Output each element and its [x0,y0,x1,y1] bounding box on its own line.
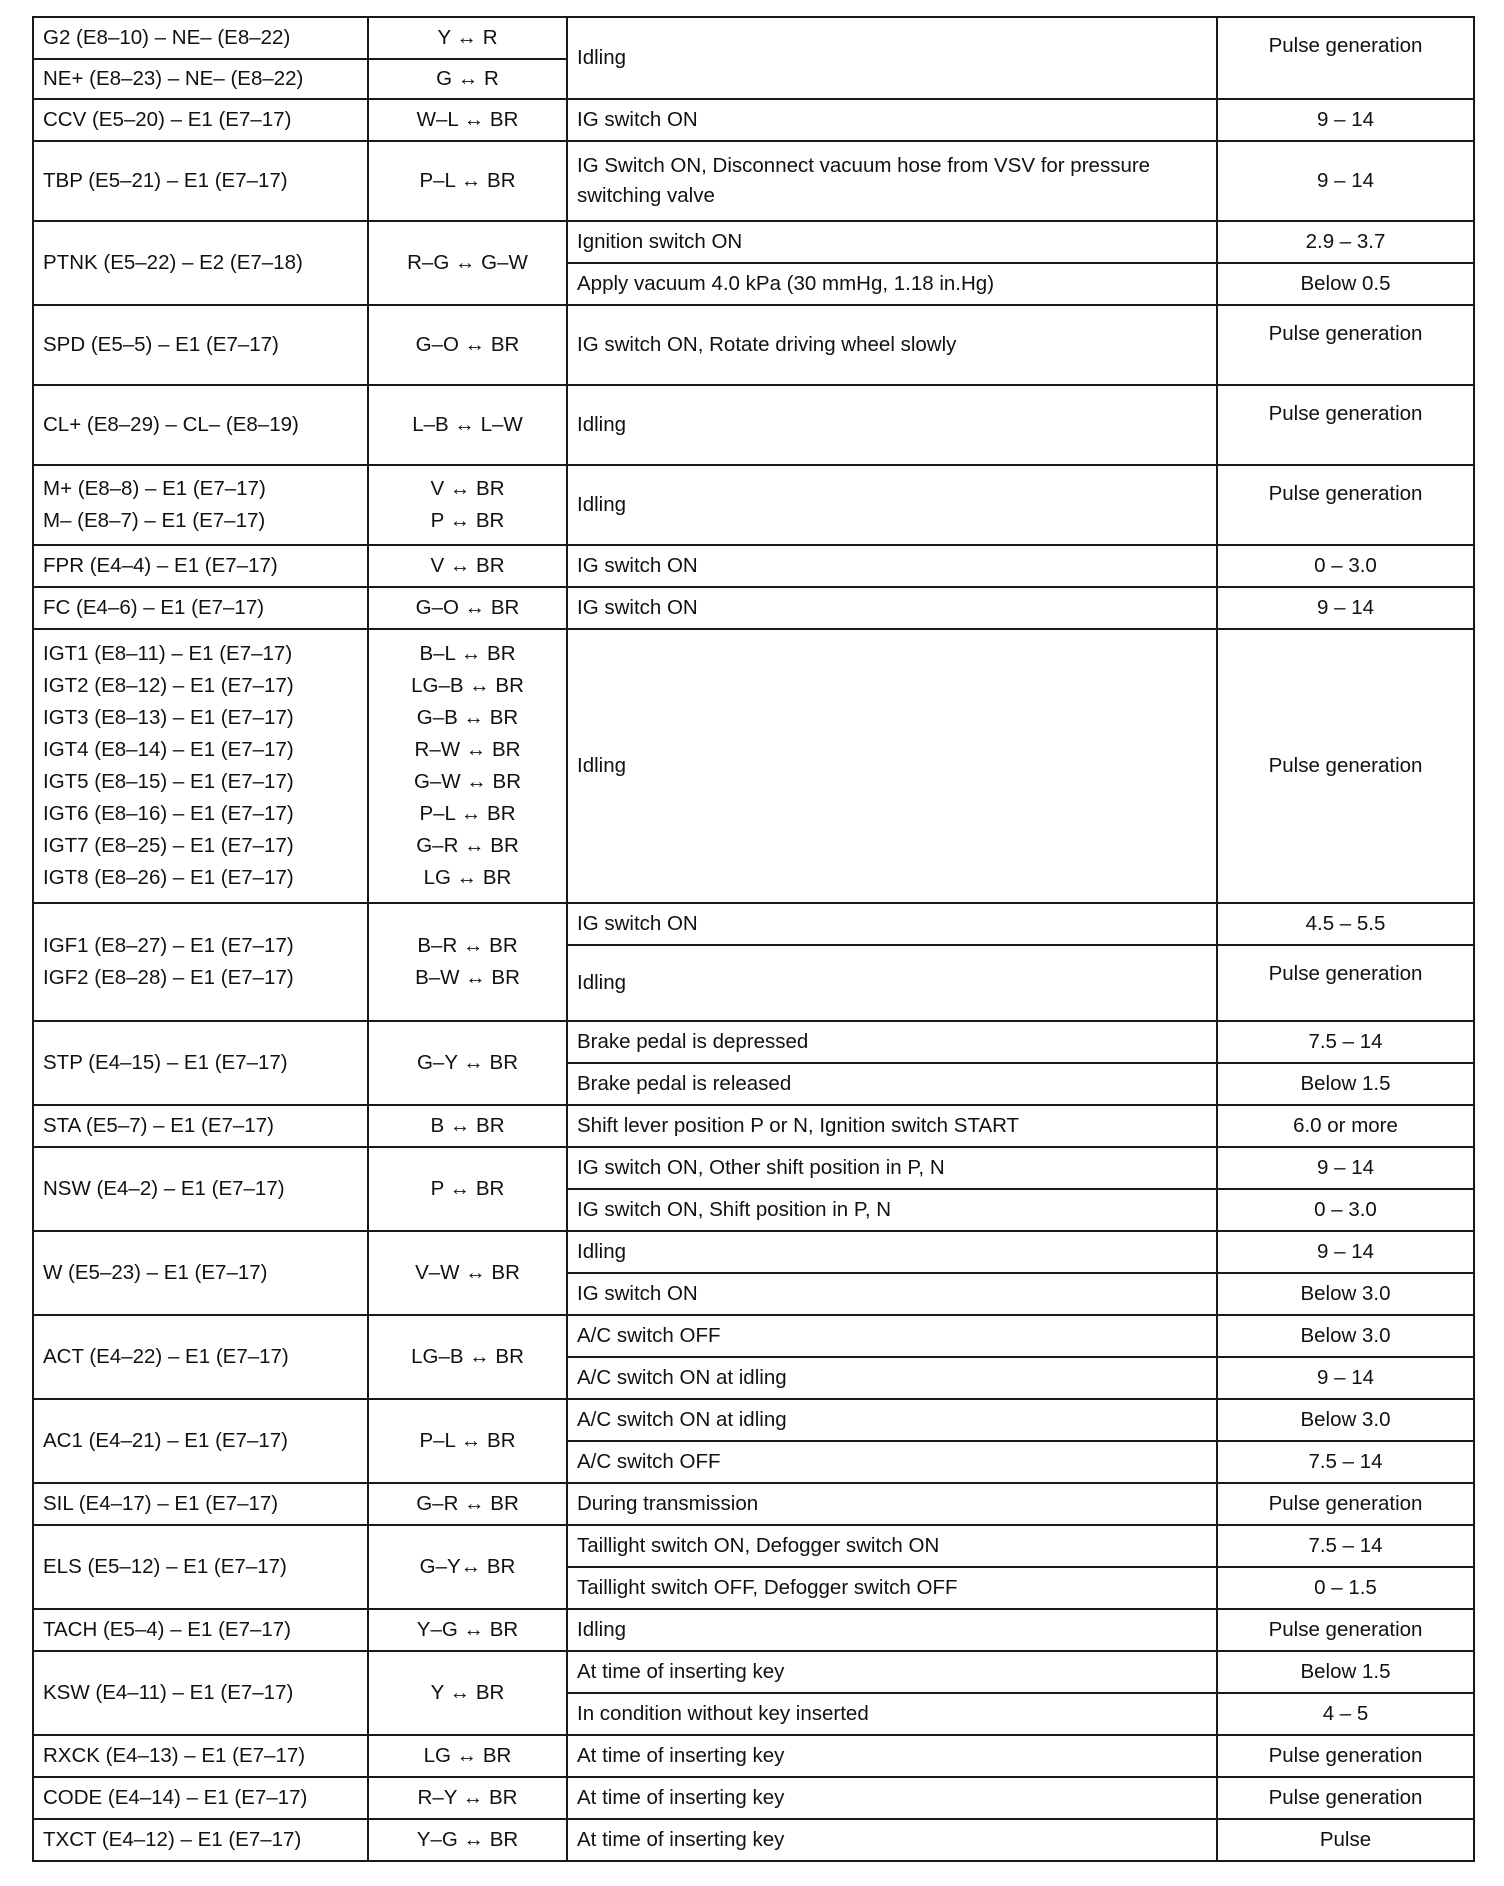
wiring-cell [368,1525,567,1609]
terminal-line: TBP (E5–21) – E1 (E7–17) [43,169,288,192]
voltage-value-cell: Below 1.5 [1217,1063,1474,1105]
wiring-cell [368,1231,567,1315]
terminal-cell [33,1399,368,1483]
terminal-cell [33,465,368,545]
terminal-line: IGF2 (E8–28) – E1 (E7–17) [43,966,294,989]
wiring-cell [368,1021,567,1105]
terminal-cell [33,59,368,99]
condition-cell: IG switch ON, Other shift position in P, N [567,1147,1217,1189]
wiring-cell [368,17,567,59]
table-row [33,1819,1474,1861]
condition-cell: Ignition switch ON [567,221,1217,263]
wiring-line: B–L ↔ BR [419,642,516,665]
condition-cell: A/C switch ON at idling [567,1399,1217,1441]
terminal-cell [33,545,368,587]
wiring-line: B–W ↔ BR [415,966,520,989]
table-row [33,99,1474,141]
terminal-cell [33,221,368,305]
table-row [33,1651,1474,1693]
wiring-cell [368,1399,567,1483]
wiring-cell [368,385,567,465]
wiring-line: P ↔ BR [430,509,505,532]
table-row [33,221,1474,263]
terminal-cell [33,629,368,903]
wiring-cell [368,1147,567,1231]
wiring-cell [368,305,567,385]
terminal-line: ACT (E4–22) – E1 (E7–17) [43,1345,289,1368]
terminal-line: CL+ (E8–29) – CL– (E8–19) [43,413,299,436]
wiring-line: LG ↔ BR [423,866,512,889]
terminal-line: W (E5–23) – E1 (E7–17) [43,1261,268,1284]
terminal-line: SPD (E5–5) – E1 (E7–17) [43,333,279,356]
wiring-line: G–O ↔ BR [415,596,520,619]
wiring-cell [368,221,567,305]
voltage-value-cell: Pulse generation [1217,1609,1474,1651]
condition-cell: A/C switch OFF [567,1315,1217,1357]
table-row [33,141,1474,221]
wiring-cell [368,1651,567,1735]
wiring-line: G–Y↔ BR [419,1555,516,1578]
wiring-cell [368,1609,567,1651]
voltage-value-cell: 2.9 – 3.7 [1217,221,1474,263]
terminal-cell [33,1651,368,1735]
condition-cell: At time of inserting key [567,1819,1217,1861]
wiring-line: B ↔ BR [430,1114,505,1137]
terminal-line: TXCT (E4–12) – E1 (E7–17) [43,1828,302,1851]
condition-cell: IG switch ON [567,903,1217,945]
terminal-line: M– (E8–7) – E1 (E7–17) [43,509,266,532]
terminal-cell [33,385,368,465]
table-row [33,1609,1474,1651]
terminal-line: AC1 (E4–21) – E1 (E7–17) [43,1429,288,1452]
table-row [33,1231,1474,1273]
condition-cell: IG switch ON [567,545,1217,587]
terminal-cell [33,1021,368,1105]
wiring-line: P ↔ BR [430,1177,505,1200]
wiring-line: P–L ↔ BR [419,802,516,825]
wiring-line: V ↔ BR [430,477,505,500]
table-row [33,1777,1474,1819]
table-row [33,1483,1474,1525]
wiring-cell [368,1735,567,1777]
voltage-value-cell: 9 – 14 [1217,1357,1474,1399]
terminal-line: IGT2 (E8–12) – E1 (E7–17) [43,674,294,697]
wiring-cell [368,1819,567,1861]
terminal-cell [33,1147,368,1231]
wiring-line: Y–G ↔ BR [416,1618,519,1641]
terminal-line: IGT5 (E8–15) – E1 (E7–17) [43,770,294,793]
wiring-cell [368,141,567,221]
voltage-value-cell: Pulse generation [1217,629,1474,903]
table-row [33,1147,1474,1189]
voltage-value-cell: 9 – 14 [1217,587,1474,629]
wiring-line: LG–B ↔ BR [411,1345,524,1368]
wiring-line: L–B ↔ L–W [412,413,523,436]
voltage-value-cell: 7.5 – 14 [1217,1021,1474,1063]
condition-cell: IG switch ON [567,587,1217,629]
terminal-cell [33,1525,368,1609]
wiring-cell [368,587,567,629]
condition-cell: At time of inserting key [567,1777,1217,1819]
voltage-value-cell: Pulse generation [1217,1735,1474,1777]
terminal-line: IGT3 (E8–13) – E1 (E7–17) [43,706,294,729]
table-row [33,1525,1474,1567]
wiring-line: P–L ↔ BR [419,1429,516,1452]
terminal-cell [33,1777,368,1819]
terminal-line: NE+ (E8–23) – NE– (E8–22) [43,67,304,90]
wiring-line: G–R ↔ BR [416,1492,519,1515]
terminal-line: CCV (E5–20) – E1 (E7–17) [43,108,292,131]
table-row [33,1021,1474,1063]
wiring-line: W–L ↔ BR [416,108,519,131]
table-row [33,1105,1474,1147]
condition-cell: Brake pedal is released [567,1063,1217,1105]
voltage-value-cell: Pulse generation [1217,17,1474,99]
terminal-line: RXCK (E4–13) – E1 (E7–17) [43,1744,306,1767]
wiring-line: V–W ↔ BR [415,1261,520,1284]
terminal-cell [33,1609,368,1651]
wiring-line: B–R ↔ BR [417,934,518,957]
condition-cell: IG switch ON, Shift position in P, N [567,1189,1217,1231]
table-row [33,385,1474,465]
wiring-line: P–L ↔ BR [419,169,516,192]
condition-cell: A/C switch ON at idling [567,1357,1217,1399]
terminal-cell [33,587,368,629]
table-row [33,587,1474,629]
condition-cell: Taillight switch OFF, Defogger switch OFF [567,1567,1217,1609]
voltage-value-cell: 0 – 3.0 [1217,1189,1474,1231]
voltage-value-cell: 0 – 1.5 [1217,1567,1474,1609]
condition-cell: Idling [567,1231,1217,1273]
voltage-value-cell: 9 – 14 [1217,1231,1474,1273]
table-row [33,1315,1474,1357]
terminal-line: FC (E4–6) – E1 (E7–17) [43,596,265,619]
terminal-voltage-table [32,16,1475,1862]
terminal-line: G2 (E8–10) – NE– (E8–22) [43,26,291,49]
condition-cell: Idling [567,629,1217,903]
wiring-line: G–Y ↔ BR [416,1051,519,1074]
wiring-cell [368,1777,567,1819]
terminal-line: KSW (E4–11) – E1 (E7–17) [43,1681,294,1704]
terminal-line: STP (E4–15) – E1 (E7–17) [43,1051,288,1074]
wiring-cell [368,465,567,545]
condition-cell: A/C switch OFF [567,1441,1217,1483]
voltage-value-cell: 4 – 5 [1217,1693,1474,1735]
wiring-line: G–B ↔ BR [416,706,519,729]
terminal-line: IGT7 (E8–25) – E1 (E7–17) [43,834,294,857]
voltage-value-cell: Below 1.5 [1217,1651,1474,1693]
wiring-line: G–O ↔ BR [415,333,520,356]
voltage-value-cell: 7.5 – 14 [1217,1525,1474,1567]
voltage-value-cell: 9 – 14 [1217,141,1474,221]
wiring-line: LG ↔ BR [423,1744,512,1767]
voltage-value-cell: Pulse generation [1217,305,1474,385]
wiring-cell [368,1105,567,1147]
condition-cell: IG switch ON, Rotate driving wheel slowly [567,305,1217,385]
voltage-value-cell: Below 3.0 [1217,1399,1474,1441]
wiring-line: Y ↔ R [437,26,498,49]
terminal-cell [33,141,368,221]
voltage-value-cell: 6.0 or more [1217,1105,1474,1147]
voltage-value-cell: Below 3.0 [1217,1273,1474,1315]
wiring-line: V ↔ BR [430,554,505,577]
table-row [33,545,1474,587]
terminal-line: ELS (E5–12) – E1 (E7–17) [43,1555,287,1578]
voltage-value-cell: 4.5 – 5.5 [1217,903,1474,945]
terminal-line: PTNK (E5–22) – E2 (E7–18) [43,251,303,274]
condition-cell: At time of inserting key [567,1735,1217,1777]
terminal-line: NSW (E4–2) – E1 (E7–17) [43,1177,285,1200]
terminal-cell [33,1315,368,1399]
condition-cell: Idling [567,945,1217,1021]
voltage-value-cell: Pulse generation [1217,945,1474,1021]
wiring-cell [368,1483,567,1525]
terminal-cell [33,1819,368,1861]
table-row [33,465,1474,545]
condition-cell: Idling [567,465,1217,545]
voltage-value-cell: 9 – 14 [1217,99,1474,141]
wiring-line: R–W ↔ BR [414,738,521,761]
table-row [33,1735,1474,1777]
condition-cell: Taillight switch ON, Defogger switch ON [567,1525,1217,1567]
terminal-line: IGT6 (E8–16) – E1 (E7–17) [43,802,294,825]
wiring-line: G–W ↔ BR [413,770,522,793]
terminal-line: IGF1 (E8–27) – E1 (E7–17) [43,934,294,957]
table-row [33,305,1474,385]
condition-cell: Brake pedal is depressed [567,1021,1217,1063]
terminal-cell [33,1735,368,1777]
wiring-cell [368,99,567,141]
condition-cell: IG Switch ON, Disconnect vacuum hose from VSV for pressure switching valve [567,141,1217,221]
wiring-line: R–Y ↔ BR [417,1786,518,1809]
condition-cell: IG switch ON [567,99,1217,141]
voltage-value-cell: Pulse [1217,1819,1474,1861]
condition-cell: At time of inserting key [567,1651,1217,1693]
table-row [33,1399,1474,1441]
voltage-value-cell: Pulse generation [1217,1777,1474,1819]
condition-cell: Idling [567,1609,1217,1651]
terminal-line: STA (E5–7) – E1 (E7–17) [43,1114,274,1137]
terminal-cell [33,1105,368,1147]
terminal-cell [33,17,368,59]
condition-cell: Idling [567,385,1217,465]
voltage-value-cell: 9 – 14 [1217,1147,1474,1189]
wiring-line: Y ↔ BR [430,1681,505,1704]
terminal-line: M+ (E8–8) – E1 (E7–17) [43,477,266,500]
wiring-cell [368,629,567,903]
wiring-line: G ↔ R [436,67,499,90]
voltage-value-cell: 0 – 3.0 [1217,545,1474,587]
terminal-cell [33,99,368,141]
terminal-cell [33,1483,368,1525]
wiring-line: R–G ↔ G–W [407,251,528,274]
voltage-value-cell: Pulse generation [1217,465,1474,545]
wiring-cell [368,59,567,99]
condition-cell: Idling [567,17,1217,99]
terminal-cell [33,305,368,385]
condition-cell: IG switch ON [567,1273,1217,1315]
condition-cell: In condition without key inserted [567,1693,1217,1735]
terminal-line: CODE (E4–14) – E1 (E7–17) [43,1786,308,1809]
condition-cell: Apply vacuum 4.0 kPa (30 mmHg, 1.18 in.Hg) [567,263,1217,305]
wiring-line: LG–B ↔ BR [411,674,524,697]
terminal-line: SIL (E4–17) – E1 (E7–17) [43,1492,279,1515]
terminal-line: TACH (E5–4) – E1 (E7–17) [43,1618,292,1641]
terminal-line: FPR (E4–4) – E1 (E7–17) [43,554,278,577]
terminal-cell [33,1231,368,1315]
voltage-value-cell: Pulse generation [1217,385,1474,465]
voltage-value-cell: Below 0.5 [1217,263,1474,305]
wiring-line: G–R ↔ BR [416,834,519,857]
wiring-cell [368,903,567,1021]
voltage-value-cell: 7.5 – 14 [1217,1441,1474,1483]
table-row [33,629,1474,903]
terminal-line: IGT4 (E8–14) – E1 (E7–17) [43,738,294,761]
wiring-cell [368,545,567,587]
terminal-cell [33,903,368,1021]
condition-cell: Shift lever position P or N, Ignition switch START [567,1105,1217,1147]
wiring-line: Y–G ↔ BR [416,1828,519,1851]
condition-cell: During transmission [567,1483,1217,1525]
terminal-line: IGT1 (E8–11) – E1 (E7–17) [43,642,293,665]
voltage-value-cell: Below 3.0 [1217,1315,1474,1357]
wiring-cell [368,1315,567,1399]
voltage-value-cell: Pulse generation [1217,1483,1474,1525]
terminal-line: IGT8 (E8–26) – E1 (E7–17) [43,866,294,889]
table-row [33,17,1474,59]
table-row [33,903,1474,945]
